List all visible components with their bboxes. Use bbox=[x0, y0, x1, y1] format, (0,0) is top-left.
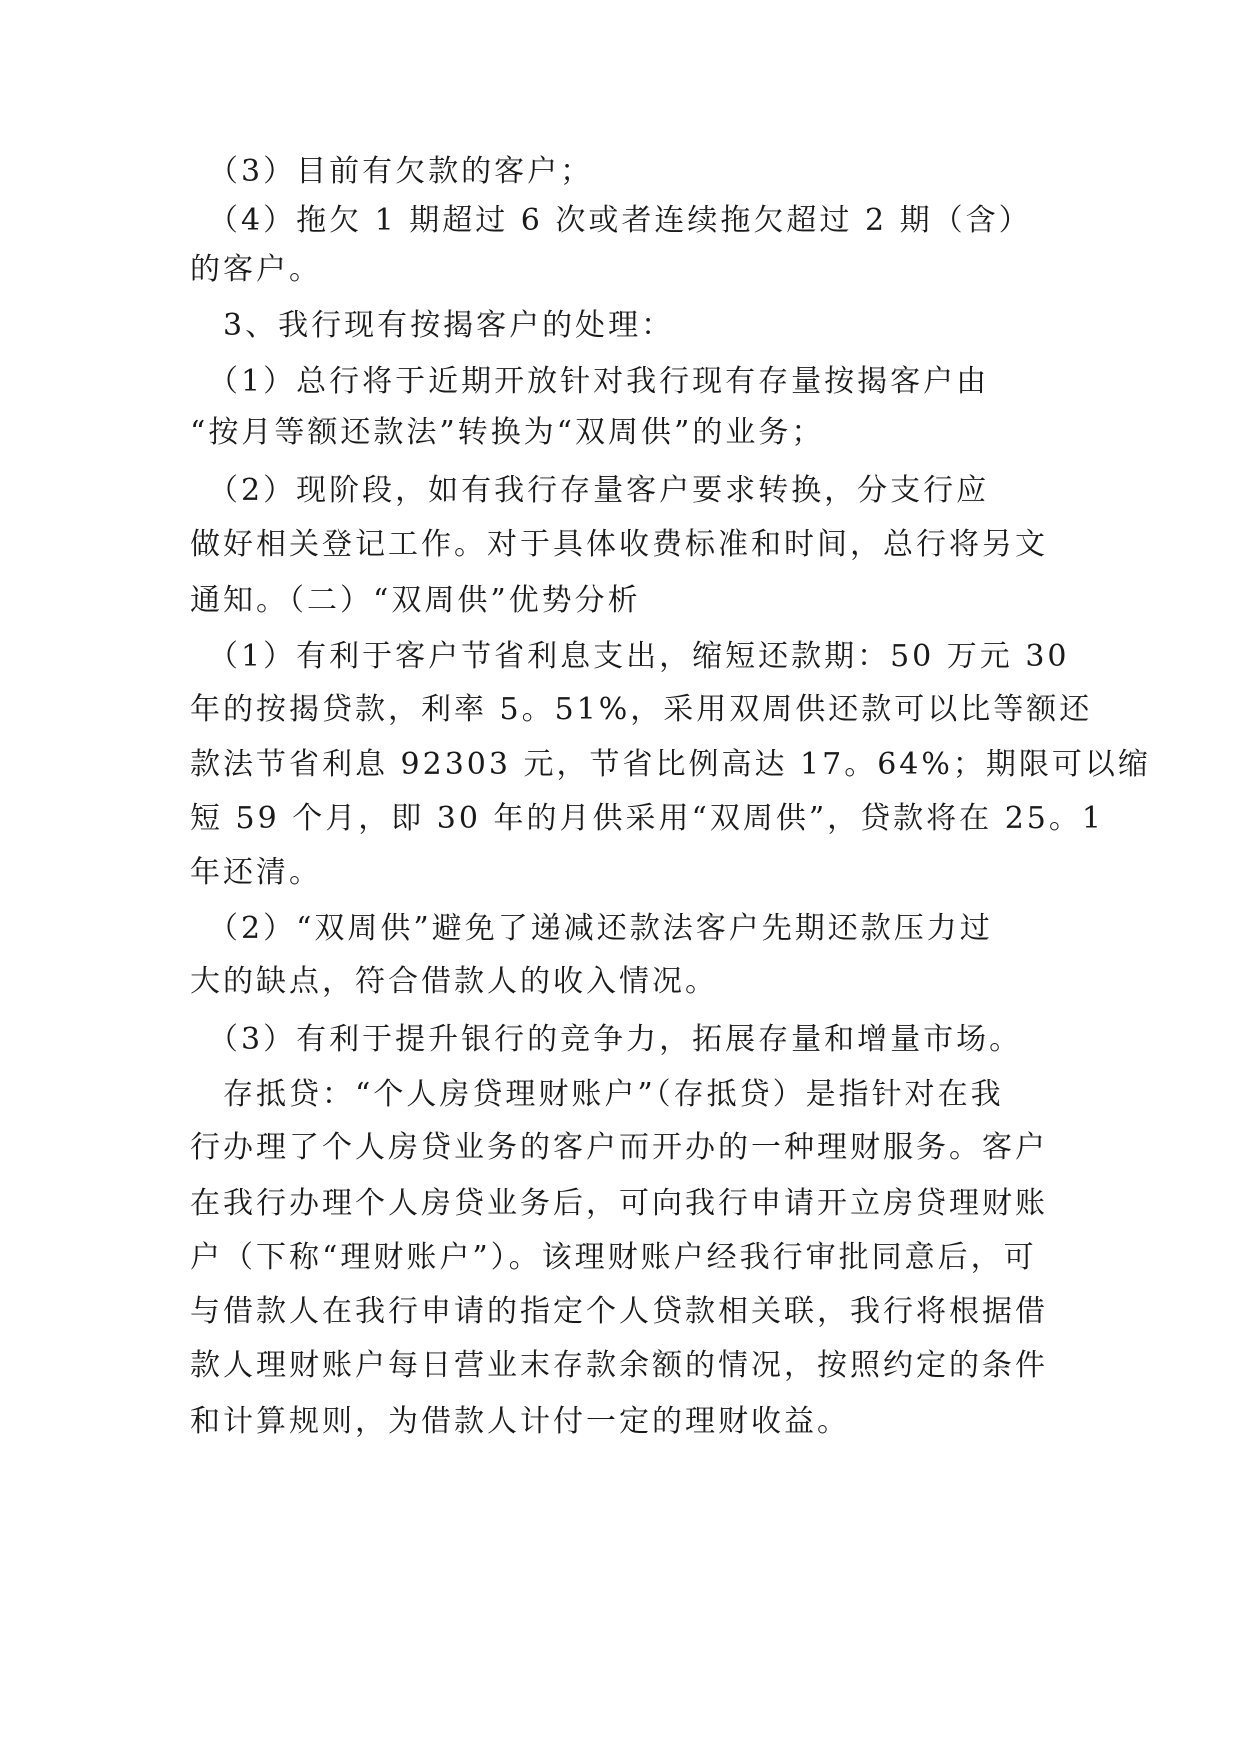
text-line: 户（下称“理财账户”）。该理财账户经我行审批同意后，可 bbox=[190, 1240, 1037, 1275]
text-line: 行办理了个人房贷业务的客户而开办的一种理财服务。客户 bbox=[190, 1130, 1048, 1165]
text-line: （3）有利于提升银行的竞争力，拓展存量和增量市场。 bbox=[190, 1022, 1023, 1057]
text-line: 短 59 个月，即 30 年的月供采用“双周供”，贷款将在 25。1 bbox=[190, 801, 1104, 836]
text-line: （3）目前有欠款的客户； bbox=[190, 154, 594, 189]
text-line: （4）拖欠 1 期超过 6 次或者连续拖欠超过 2 期（含） bbox=[190, 203, 1032, 238]
text-line: 与借款人在我行申请的指定个人贷款相关联，我行将根据借 bbox=[190, 1294, 1048, 1329]
text-line: “按月等额还款法”转换为“双周供”的业务； bbox=[190, 415, 825, 450]
text-line: （2）现阶段，如有我行存量客户要求转换，分支行应 bbox=[190, 473, 990, 508]
text-line: 款人理财账户每日营业末存款余额的情况，按照约定的条件 bbox=[190, 1348, 1048, 1383]
text-line: 通知。（二）“双周供”优势分析 bbox=[190, 583, 641, 618]
text-line: 3、我行现有按揭客户的处理： bbox=[190, 308, 675, 343]
text-line: 做好相关登记工作。对于具体收费标准和时间，总行将另文 bbox=[190, 527, 1048, 562]
text-line: 和计算规则，为借款人计付一定的理财收益。 bbox=[190, 1404, 850, 1439]
text-line: 款法节省利息 92303 元，节省比例高达 17。64%；期限可以缩 bbox=[190, 747, 1151, 782]
text-line: 年的按揭贷款，利率 5。51%，采用双周供还款可以比等额还 bbox=[190, 692, 1093, 727]
text-line: 存抵贷：“个人房贷理财账户”（存抵贷）是指针对在我 bbox=[190, 1077, 1004, 1112]
text-line: 年还清。 bbox=[190, 855, 322, 890]
text-line: （1）总行将于近期开放针对我行现有存量按揭客户由 bbox=[190, 364, 990, 399]
text-line: 在我行办理个人房贷业务后，可向我行申请开立房贷理财账 bbox=[190, 1186, 1048, 1221]
text-line: （2）“双周供”避免了递减还款法客户先期还款压力过 bbox=[190, 911, 993, 946]
text-line: 的客户。 bbox=[190, 252, 322, 287]
text-line: （1）有利于客户节省利息支出，缩短还款期：50 万元 30 bbox=[190, 639, 1070, 674]
text-line: 大的缺点，符合借款人的收入情况。 bbox=[190, 964, 718, 999]
